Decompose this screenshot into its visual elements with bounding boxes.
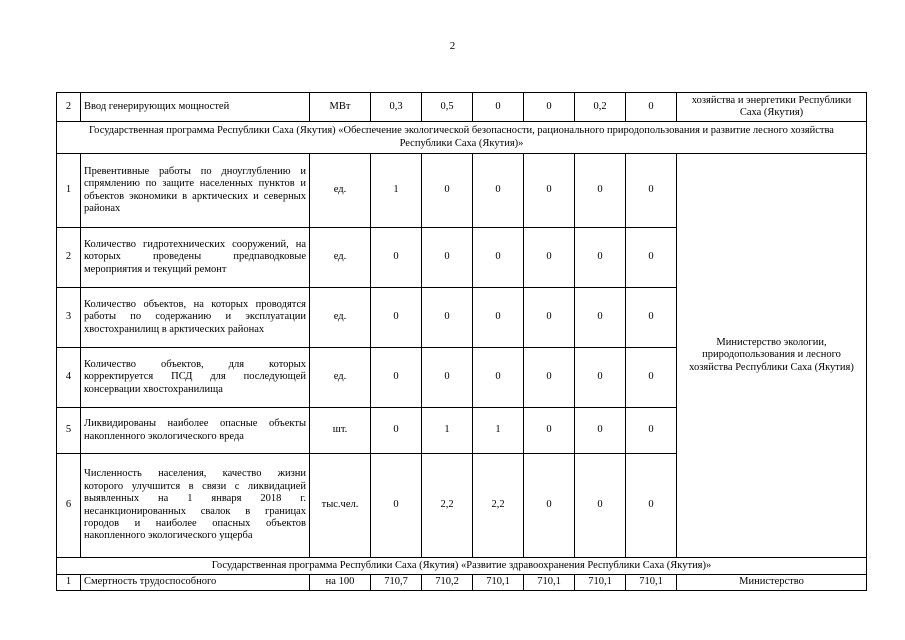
value-cell: 0 [422,154,473,228]
responsible-ministry: хозяйства и энергетики Республики Саха (Якутия) [677,93,867,122]
row-number: 3 [57,288,81,348]
indicator-name: Ввод генерирующих мощностей [81,93,310,122]
value-cell: 0,5 [422,93,473,122]
indicator-name: Количество объектов, на которых проводятся работы по содержанию и эксплуатации хвостохранилищ в арктических районах [81,288,310,348]
value-cell: 0 [575,408,626,454]
indicator-name: Количество гидротехнических сооружений, на которых проведены предпаводковые мероприятия и текущий ремонт [81,228,310,288]
program-section-title: Государственная программа Республики Саха (Якутия) «Развитие здравоохранения Республики Саха (Якутия)» [57,558,867,575]
value-cell: 0 [626,288,677,348]
value-cell: 0 [524,228,575,288]
indicators-table [56,92,867,591]
value-cell: 0 [626,408,677,454]
row-number: 2 [57,228,81,288]
value-cell: 0 [422,348,473,408]
value-cell: 0 [371,454,422,558]
value-cell: 710,1 [626,575,677,590]
table-row [57,93,867,122]
row-number: 1 [57,154,81,228]
unit-cell: тыс.чел. [310,454,371,558]
page-number: 2 [449,40,456,52]
value-cell: 1 [473,408,524,454]
value-cell: 0 [626,348,677,408]
value-cell: 0 [575,228,626,288]
row-number: 5 [57,408,81,454]
value-cell: 0 [575,454,626,558]
value-cell: 0 [422,228,473,288]
value-cell: 0 [575,348,626,408]
unit-cell: ед. [310,288,371,348]
value-cell: 0 [371,228,422,288]
section-row [57,122,867,154]
value-cell: 0 [524,454,575,558]
row-number: 6 [57,454,81,558]
value-cell: 710,2 [422,575,473,590]
value-cell: 0 [626,228,677,288]
value-cell: 2,2 [473,454,524,558]
value-cell: 0 [473,348,524,408]
unit-cell: шт. [310,408,371,454]
value-cell: 0 [473,288,524,348]
unit-cell: ед. [310,228,371,288]
value-cell: 0,2 [575,93,626,122]
table-row [57,575,867,590]
value-cell: 0 [524,154,575,228]
section-row [57,558,867,575]
value-cell: 0 [371,288,422,348]
value-cell: 710,7 [371,575,422,590]
value-cell: 0 [473,228,524,288]
indicator-name: Численность населения, качество жизни которого улучшится в связи с ликвидацией выявленных на 1 января 2018 г. несанкционированных свалок в границах городов и наиболее опасных объектов накопленного экологического ущерба [81,454,310,558]
value-cell: 1 [422,408,473,454]
unit-cell: МВт [310,93,371,122]
indicator-name: Смертность трудоспособного [81,575,310,590]
value-cell: 0 [524,408,575,454]
indicator-name: Количество объектов, для которых корректируется ПСД для последующей консервации хвостохранилища [81,348,310,408]
program-section-title: Государственная программа Республики Саха (Якутия) «Обеспечение экологической безопасности, рационального природопользования и развитие лесного хозяйства Республики Саха (Якутия)» [57,122,867,154]
value-cell: 0 [371,408,422,454]
row-number: 2 [57,93,81,122]
value-cell: 0 [524,288,575,348]
value-cell: 0,3 [371,93,422,122]
table-body [57,93,867,591]
table-row [57,154,867,228]
value-cell: 0 [371,348,422,408]
value-cell: 1 [371,154,422,228]
value-cell: 0 [575,288,626,348]
indicator-name: Ликвидированы наиболее опасные объекты накопленного экологического вреда [81,408,310,454]
value-cell: 0 [524,348,575,408]
row-number: 4 [57,348,81,408]
value-cell: 0 [473,154,524,228]
value-cell: 2,2 [422,454,473,558]
value-cell: 710,1 [524,575,575,590]
value-cell: 710,1 [575,575,626,590]
value-cell: 0 [473,93,524,122]
unit-cell: ед. [310,154,371,228]
row-number: 1 [57,575,81,590]
value-cell: 710,1 [473,575,524,590]
value-cell: 0 [575,154,626,228]
value-cell: 0 [626,454,677,558]
indicator-name: Превентивные работы по дноуглублению и спрямлению по защите населенных пунктов и объектов экономики в арктических и северных районах [81,154,310,228]
unit-cell: ед. [310,348,371,408]
value-cell: 0 [524,93,575,122]
value-cell: 0 [626,154,677,228]
value-cell: 0 [626,93,677,122]
responsible-ministry: Министерство [677,575,867,590]
responsible-ministry: Министерство экологии, природопользования и лесного хозяйства Республики Саха (Якутия) [677,154,867,558]
unit-cell: на 100 [310,575,371,590]
value-cell: 0 [422,288,473,348]
